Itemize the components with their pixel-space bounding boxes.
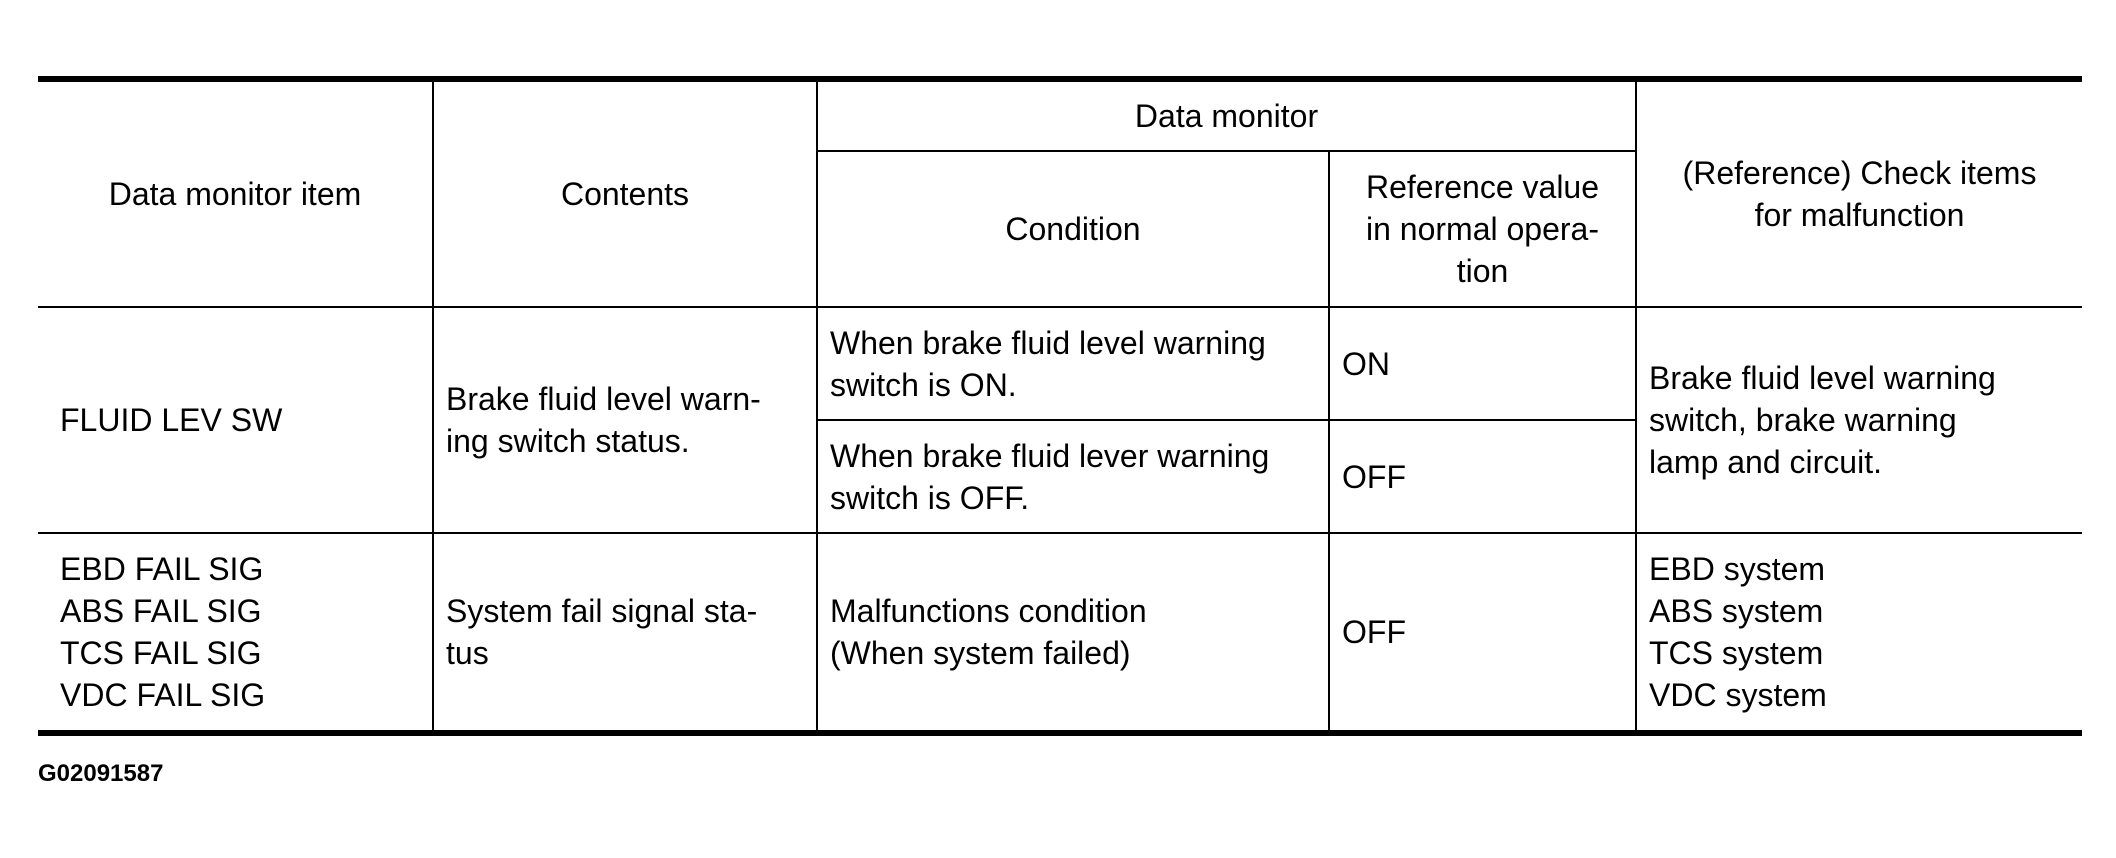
header-data-monitor-item: Data monitor item: [38, 79, 433, 307]
condition-cell: When brake fluid level warning switch is ON.: [817, 307, 1329, 420]
reference-value-cell: OFF: [1329, 533, 1636, 733]
check-items-cell: EBD system ABS system TCS system VDC system: [1636, 533, 2082, 733]
condition-cell: When brake fluid lever warning switch is OFF.: [817, 420, 1329, 533]
table-row: [38, 533, 2082, 733]
figure-code: G02091587: [38, 760, 164, 787]
reference-value-cell: ON: [1329, 307, 1636, 420]
contents-cell: Brake fluid level warn- ing switch status.: [433, 307, 817, 533]
reference-value-cell: OFF: [1329, 420, 1636, 533]
header-contents: Contents: [433, 79, 817, 307]
item-cell: EBD FAIL SIG ABS FAIL SIG TCS FAIL SIG VDC FAIL SIG: [38, 533, 433, 733]
header-row-1: [38, 79, 2082, 151]
header-data-monitor: Data monitor: [817, 79, 1636, 151]
header-check-items: (Reference) Check items for malfunction: [1636, 79, 2082, 307]
header-condition: Condition: [817, 151, 1329, 307]
data-monitor-table: [38, 76, 2082, 736]
header-reference-value: Reference value in normal opera- tion: [1329, 151, 1636, 307]
contents-cell: System fail signal sta- tus: [433, 533, 817, 733]
condition-cell: Malfunctions condition (When system failed): [817, 533, 1329, 733]
table-row: [38, 307, 2082, 420]
check-items-cell: Brake fluid level warning switch, brake warning lamp and circuit.: [1636, 307, 2082, 533]
item-cell: FLUID LEV SW: [38, 307, 433, 533]
